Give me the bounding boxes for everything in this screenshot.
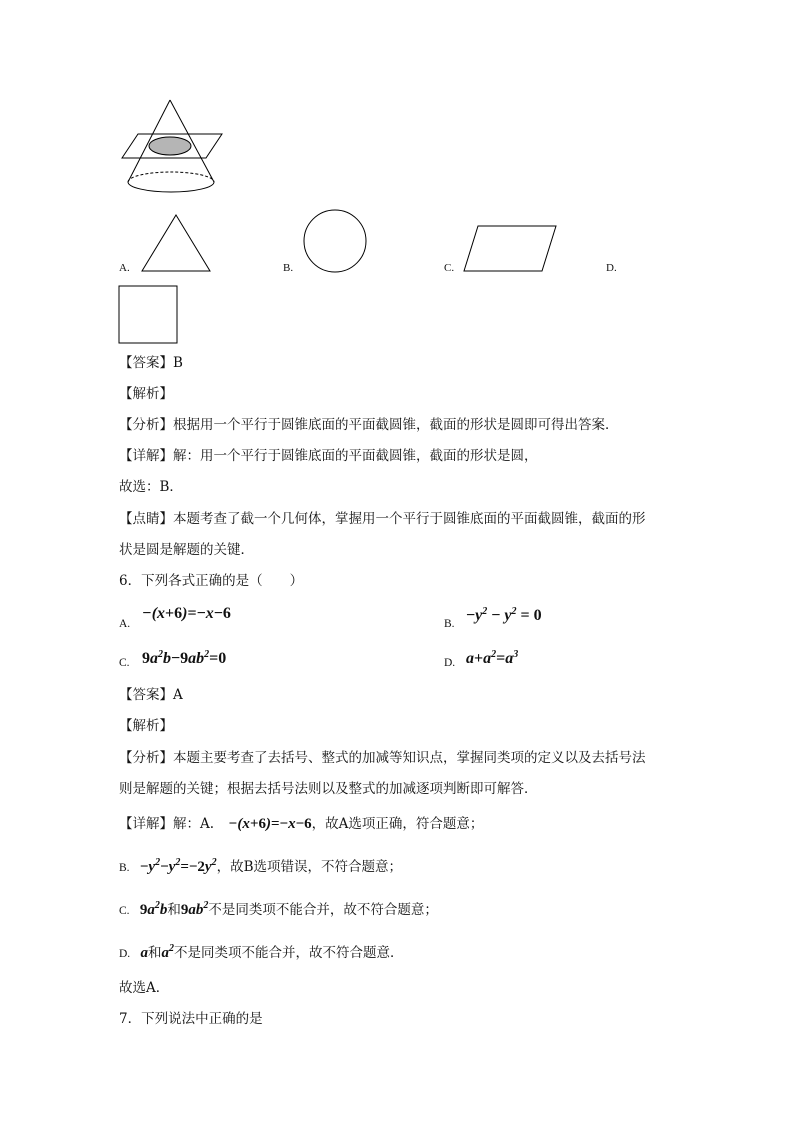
q6-xiangjie-a	[119, 815, 483, 833]
q6-xiangjie-b	[119, 858, 402, 877]
q5-analysis-heading: 【解析】	[119, 386, 173, 402]
q6-xiangjie-c-suffix: 不是同类项不能合并，故不符合题意；	[208, 902, 438, 918]
square-shape	[118, 285, 180, 345]
option-d-label: D.	[606, 262, 617, 274]
q6-xiangjie-d-expr2: $a^2$	[161, 943, 174, 961]
q6-xiangjie-d-mid: 和	[147, 945, 162, 961]
q6-option-c-label: C.	[119, 657, 130, 669]
q6-xiangjie-d-expr1: a	[140, 945, 148, 961]
q5-xiangjie: 【详解】解：用一个平行于圆锥底面的平面截圆锥，截面的形状是圆，	[119, 448, 538, 464]
q6-option-a-expr: −(x+6)=−x−6	[142, 605, 231, 622]
option-a-label: A.	[119, 262, 130, 274]
q6-answer: 【答案】A	[119, 687, 183, 703]
parallelogram-shape	[462, 224, 558, 274]
q6-option-c-expr: $9a^2b-9ab^2=0$	[142, 649, 227, 667]
cone-section-figure	[118, 96, 228, 200]
q6-xiangjie-a-suffix: ，故A选项正确，符合题意；	[311, 816, 484, 832]
q6-xiangjie-c-expr2: $9ab^2$	[180, 900, 209, 918]
q6-analysis-heading: 【解析】	[119, 718, 173, 734]
q6-xiangjie-d-label: D.	[119, 948, 131, 960]
q6-xiangjie-prefix: 【详解】解：A.	[119, 816, 215, 832]
q6-option-d-label: D.	[444, 657, 456, 669]
q6-xiangjie-b-suffix: ，故B选项错误，不符合题意；	[216, 859, 403, 875]
circle-shape	[302, 208, 368, 274]
q6-option-b-label: B.	[444, 618, 455, 630]
option-c-label: C.	[444, 262, 455, 274]
q6-xiangjie-c-label: C.	[119, 905, 130, 917]
q6-xiangjie-c-expr1: $9a^2b$	[139, 900, 168, 918]
q6-xiangjie-c-mid: 和	[167, 902, 181, 918]
q6-xiangjie-d-suffix: 不是同类项不能合并，故不符合题意．	[173, 945, 404, 961]
triangle-shape	[140, 213, 212, 273]
q6-option-a-label: A.	[119, 618, 131, 630]
q6-option-d-expr: $a+a^2=a^3$	[466, 649, 519, 667]
q6-option-b-expr: $-y^2 - y^2 = 0$	[466, 606, 542, 624]
q6-choice: 故选A．	[119, 980, 170, 996]
q6-fenxi-line1: 【分析】本题主要考查了去括号、整式的加减等知识点，掌握同类项的定义以及去括号法	[119, 750, 646, 766]
q6-xiangjie-b-expr: $-y^2-y^2=-2y^2$	[139, 857, 217, 875]
q6-stem: 6．下列各式正确的是（ ）	[119, 573, 304, 589]
q5-fenxi: 【分析】根据用一个平行于圆锥底面的平面截圆锥，截面的形状是圆即可得出答案．	[119, 417, 619, 433]
q5-choice: 故选：B．	[119, 479, 183, 495]
q5-dianjing-line2: 状是圆是解题的关键．	[119, 542, 254, 558]
q5-dianjing-line1: 【点睛】本题考查了截一个几何体，掌握用一个平行于圆锥底面的平面截圆锥，截面的形	[119, 511, 646, 527]
q5-answer: 【答案】B	[119, 355, 183, 371]
q6-fenxi-line2: 则是解题的关键；根据去括号法则以及整式的加减逐项判断即可解答．	[119, 781, 538, 797]
q7-stem: 7．下列说法中正确的是	[119, 1011, 263, 1027]
option-b-label: B.	[283, 262, 294, 274]
q6-xiangjie-b-label: B.	[119, 862, 130, 874]
q6-xiangjie-d	[119, 944, 403, 963]
q6-xiangjie-c	[119, 901, 438, 920]
q6-xiangjie-a-expr: −(x+6)=−x−6	[228, 816, 312, 832]
